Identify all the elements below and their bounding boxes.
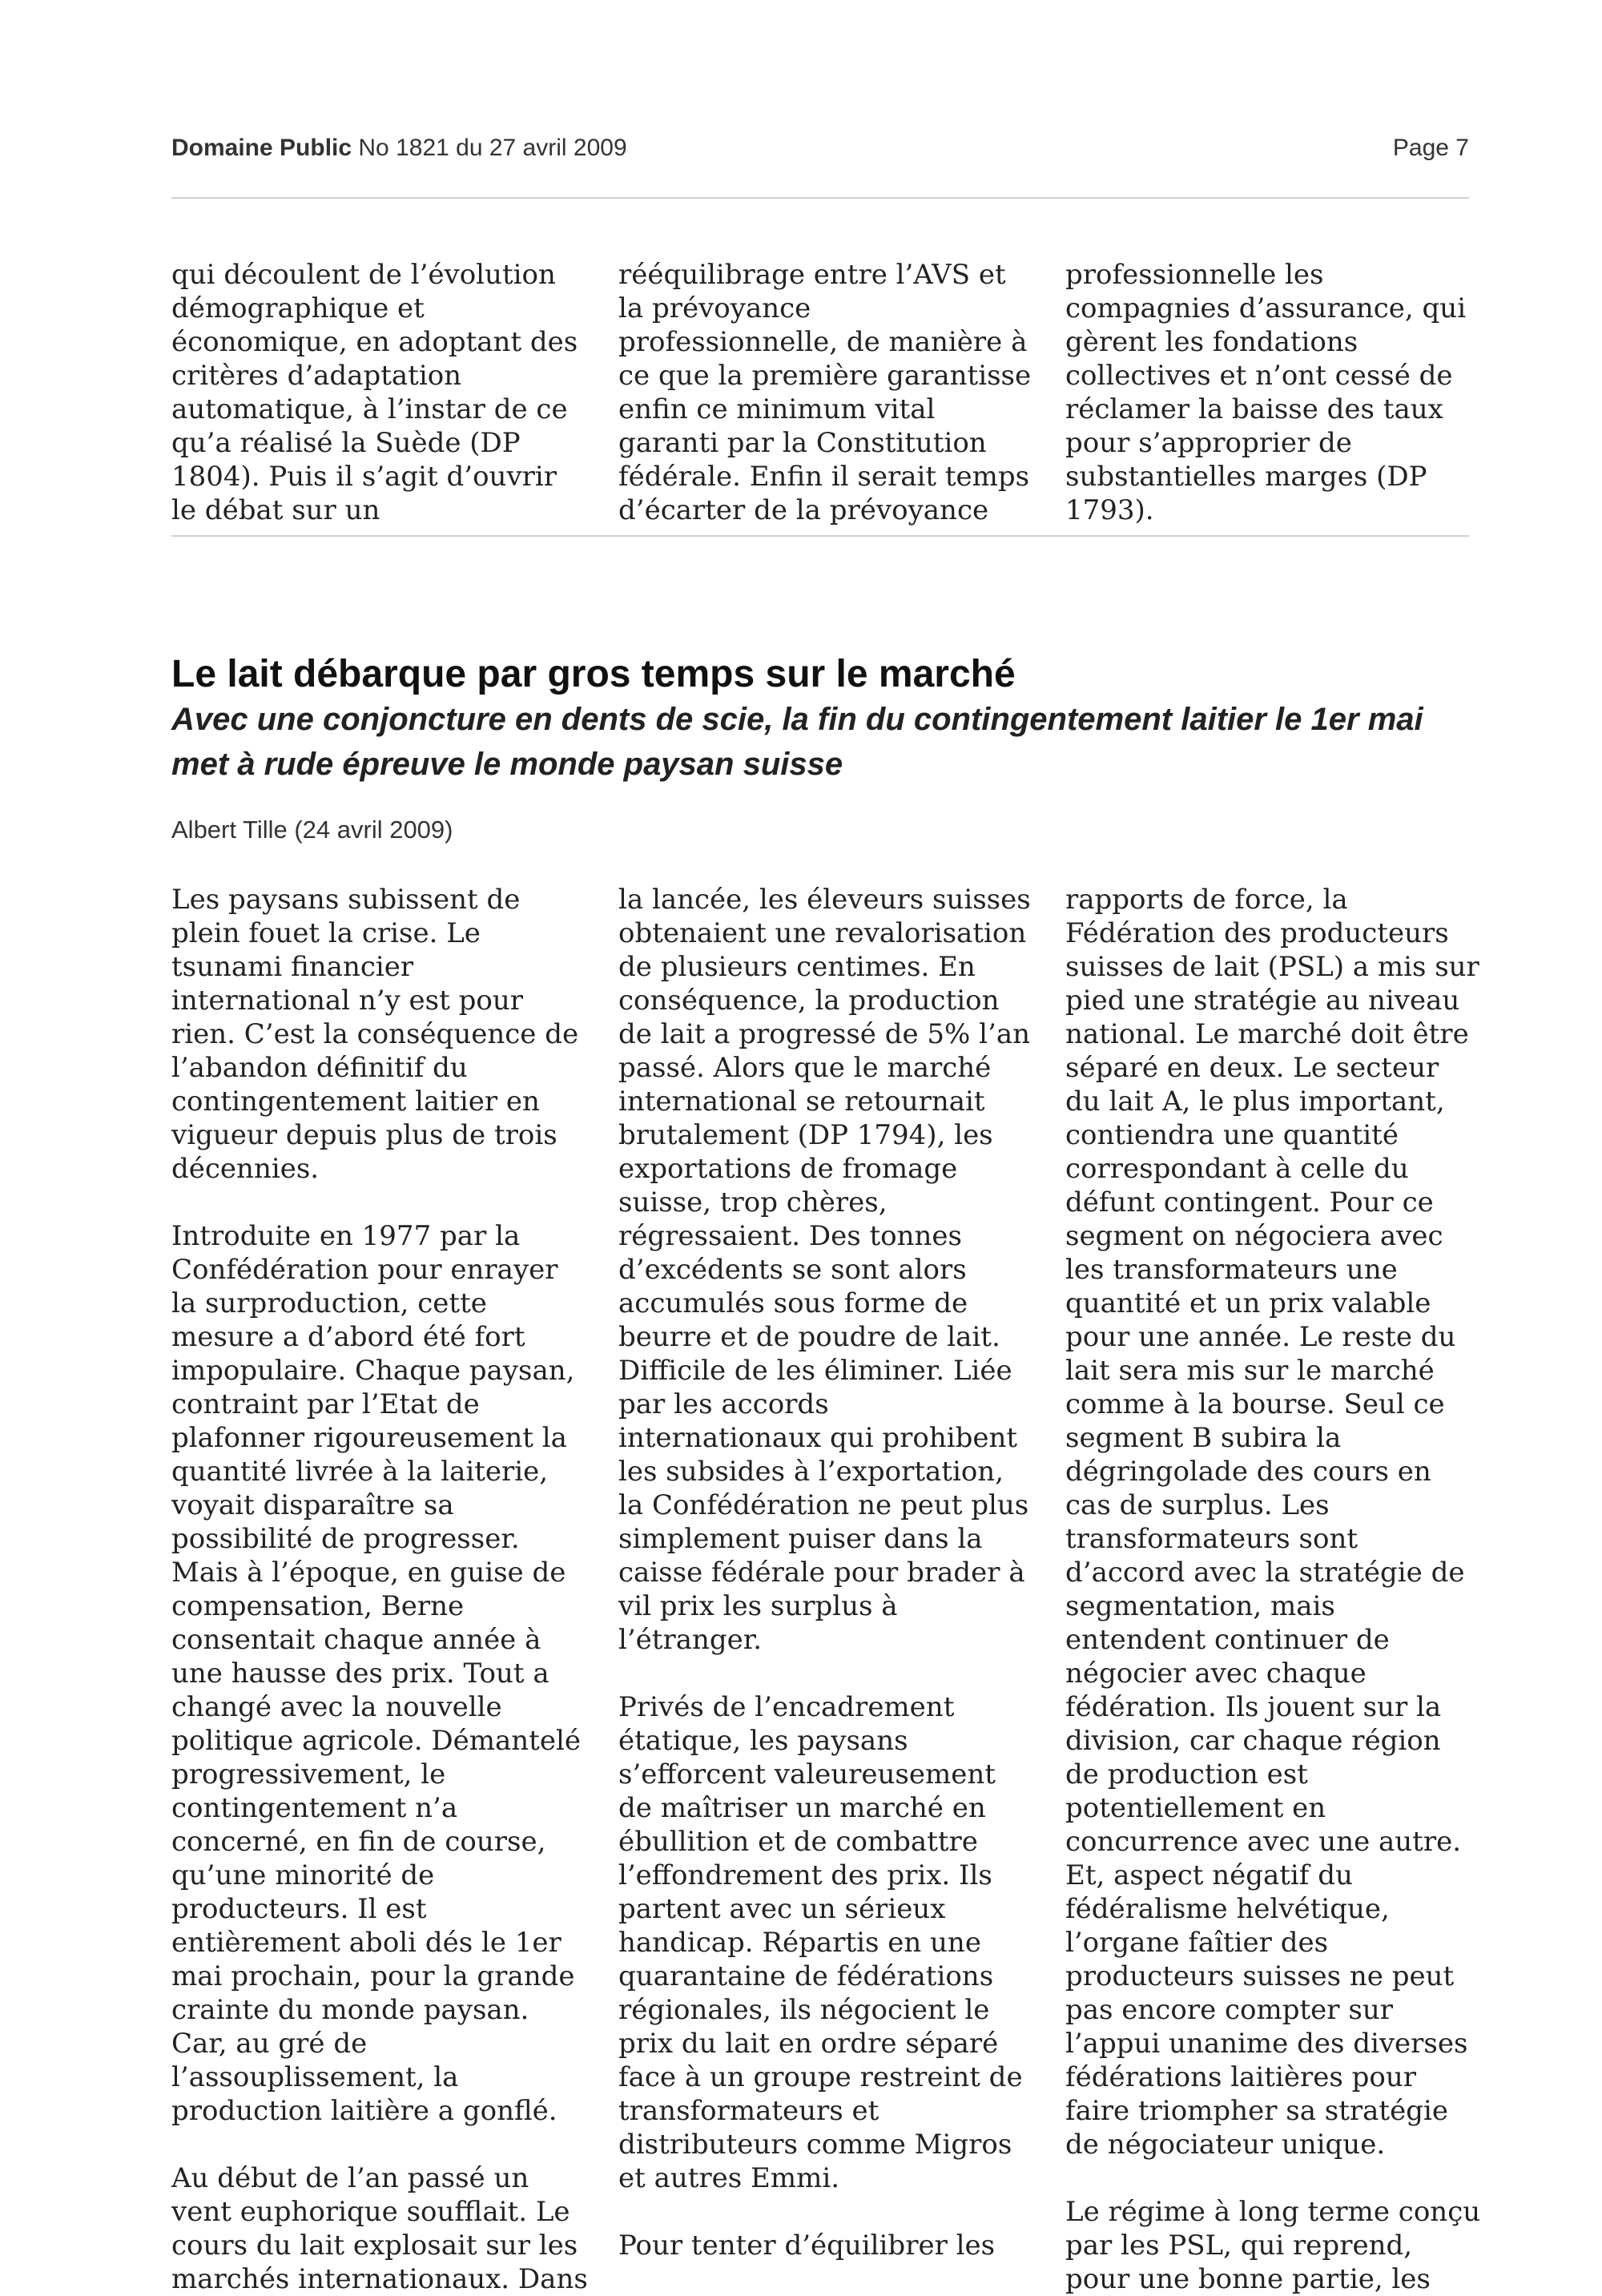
article-title: Le lait débarque par gros temps sur le marché	[171, 653, 1016, 695]
paragraph: Les paysans subissent de plein fouet la crise. Le tsunami financier international n’y est pour rien. C’est la conséquence de l’abandon définitif du contingentement laitier en vigueur depuis plus de trois décennies.	[171, 884, 579, 1185]
previous-article-column-1	[171, 258, 588, 526]
paragraph: rééquilibrage entre l’AVS et la prévoyance professionnelle, de manière à ce que la première garantisse enfin ce minimum vital garanti par la Constitution fédérale. Enfin il serait temps d’écarter de la prévoyance	[618, 259, 1032, 526]
article-subtitle: Avec une conjoncture en dents de scie, la fin du contingentement laitier le 1er mai met à rude épreuve le monde paysan suisse	[171, 702, 1423, 782]
article-divider	[171, 535, 1469, 537]
paragraph: la lancée, les éleveurs suisses obtenaient une revalorisation de plusieurs centimes. En conséquence, la production de lait a progressé de 5% l’an passé. Alors que le marché international se retournait brutalement (DP 1794), les exportations de fromage suisse, trop chères, régressaient. Des tonnes d’excédents se sont alors accumulés sous forme de beurre et de poudre de lait. Difficile de les éliminer. Liée par les accords internationaux qui prohibent les subsides à l’exportation, la Confédération ne peut plus simplement puiser dans la caisse fédérale pour brader à vil prix les surplus à l’étranger.	[618, 884, 1031, 1656]
paragraph: Au début de l’an passé un vent euphorique soufflait. Le cours du lait explosait sur les marchés internationaux. Dans	[171, 2162, 588, 2295]
previous-article-column-3	[1065, 258, 1482, 526]
paragraph: Privés de l’encadrement étatique, les paysans s’efforcent valeureusement de maîtriser un marché en ébullition et de combattre l’effondrement des prix. Ils partent avec un sérieux handicap. Répartis en une quarantaine de fédérations régionales, ils négocient le prix du lait en ordre séparé face à un groupe restreint de transformateurs et distributeurs comme Migros et autres Emmi.	[618, 1691, 1023, 2194]
paragraph: rapports de force, la Fédération des producteurs suisses de lait (PSL) a mis sur pied une stratégie au niveau national. Le marché doit être séparé en deux. Le secteur du lait A, le plus important, contiendra une quantité correspondant à celle du défunt contingent. Pour ce segment on négociera avec les transformateurs une quantité et un prix valable pour une année. Le reste du lait sera mis sur le marché comme à la bourse. Seul ce segment B subira la dégringolade des cours en cas de surplus. Les transformateurs sont d’accord avec la stratégie de segmentation, mais entendent continuer de négocier avec chaque fédération. Ils jouent sur la division, car chaque région de production est potentiellement en concurrence avec une autre. Et, aspect négatif du fédéralisme helvétique, l’organe faîtier des producteurs suisses ne peut pas encore compter sur l’appui unanime des diverses fédérations laitières pour faire triompher sa stratégie de négociateur unique.	[1065, 884, 1479, 2161]
page-header	[171, 135, 1469, 167]
previous-article-column-2	[618, 258, 1035, 526]
publication-name: Domaine Public	[171, 135, 352, 161]
article-column-3	[1065, 883, 1482, 2295]
previous-article-columns	[171, 258, 1482, 526]
article-byline: Albert Tille (24 avril 2009)	[171, 816, 453, 844]
article-column-2	[618, 883, 1035, 2262]
page-number: Page 7	[1392, 135, 1469, 161]
paragraph: professionnelle les compagnies d’assurance, qui gèrent les fondations collectives et n’ont cessé de réclamer la baisse des taux pour s’approprier de substantielles marges (DP 1793).	[1065, 259, 1467, 526]
paragraph: qui découlent de l’évolution démographique et économique, en adoptant des critères d’adaptation automatique, à l’instar de ce qu’a réalisé la Suède (DP 1804). Puis il s’agit d’ouvrir le débat sur un	[171, 259, 578, 526]
paragraph: Pour tenter d’équilibrer les	[618, 2230, 996, 2262]
article-column-1	[171, 883, 588, 2295]
issue-info: No 1821 du 27 avril 2009	[358, 135, 627, 161]
paragraph: Le régime à long terme conçu par les PSL, qui reprend, pour une bonne partie, les	[1065, 2196, 1481, 2295]
header-divider	[171, 197, 1469, 199]
paragraph: Introduite en 1977 par la Confédération pour enrayer la surproduction, cette mesure a d’abord été fort impopulaire. Chaque paysan, contraint par l’Etat de plafonner rigoureusement la quantité livrée à la laiterie, voyait disparaître sa possibilité de progresser. Mais à l’époque, en guise de compensation, Berne consentait chaque année à une hausse des prix. Tout a changé avec la nouvelle politique agricole. Démantelé progressivement, le contingentement n’a concerné, en fin de course, qu’une minorité de producteurs. Il est entièrement aboli dés le 1er mai prochain, pour la grande crainte du monde paysan. Car, au gré de l’assouplissement, la production laitière a gonflé.	[171, 1220, 581, 2127]
article-columns	[171, 883, 1482, 2295]
